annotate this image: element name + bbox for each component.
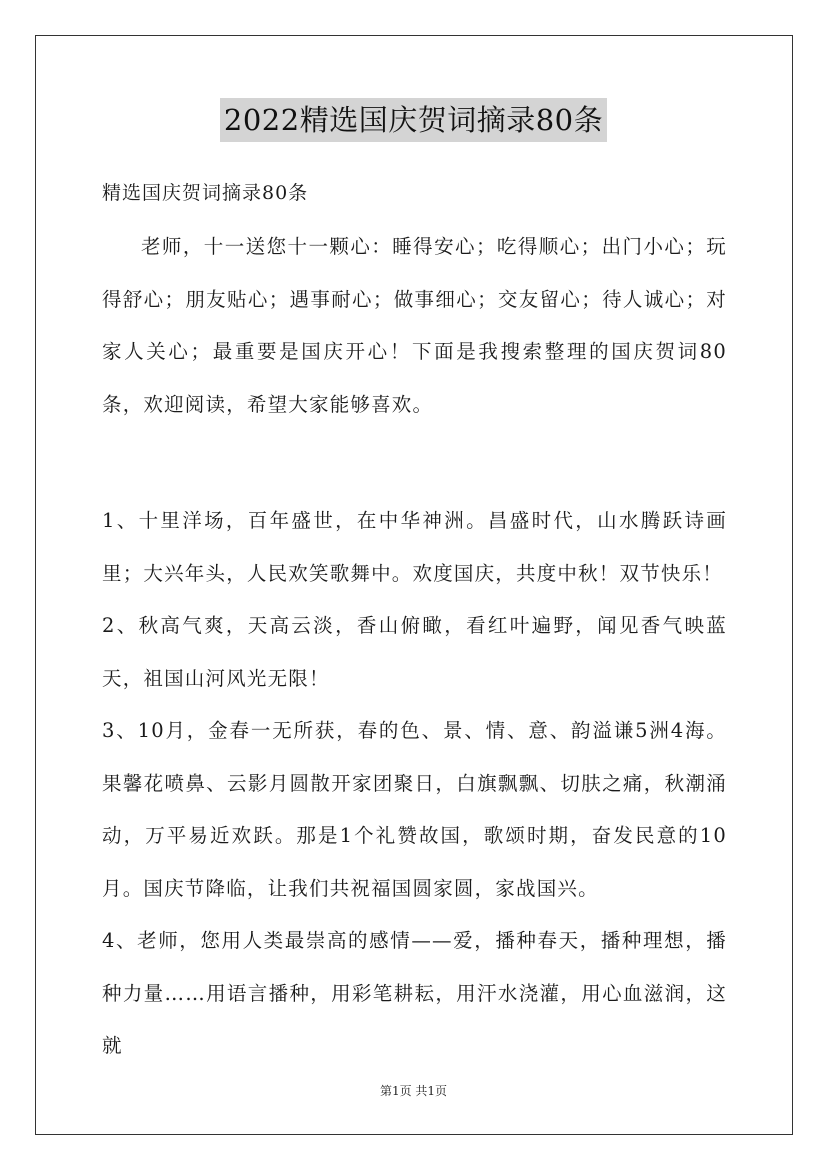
title-container <box>0 98 827 142</box>
document-title: 2022精选国庆贺词摘录80条 <box>220 98 607 142</box>
list-item: 3、10月，金春一无所获，春的色、景、情、意、韵溢谦5洲4海。果馨花喷鼻、云影月圆散开家团聚日，白旗飘飘、切肤之痛，秋潮涌动，万平易近欢跃。那是1个礼赞故国，歌颂时期，奋发民意的10月。国庆节降临，让我们共祝福国圆家圆，家战国兴。 <box>102 719 727 900</box>
page-number-footer: 第1页 共1页 <box>379 1084 448 1098</box>
greetings-list <box>102 495 727 1073</box>
intro-text: 老师，十一送您十一颗心：睡得安心；吃得顺心；出门小心；玩得舒心；朋友贴心；遇事耐心；做事细心；交友留心；待人诚心；对家人关心；最重要是国庆开心！下面是我搜索整理的国庆贺词80条，欢迎阅读，希望大家能够喜欢。 <box>102 235 727 416</box>
intro-paragraph <box>102 221 727 431</box>
list-item: 2、秋高气爽，天高云淡，香山俯瞰，看红叶遍野，闻见香气映蓝天，祖国山河风光无限！ <box>102 614 727 690</box>
document-subtitle: 精选国庆贺词摘录80条 <box>102 182 309 204</box>
list-item: 4、老师，您用人类最崇高的感情——爱，播种春天，播种理想，播种力量……用语言播种，用彩笔耕耘，用汗水浇灌，用心血滋润，这就 <box>102 929 727 1057</box>
list-item: 1、十里洋场，百年盛世，在中华神洲。昌盛时代，山水腾跃诗画里；大兴年头，人民欢笑歌舞中。欢度国庆，共度中秋！双节快乐！ <box>102 509 727 585</box>
